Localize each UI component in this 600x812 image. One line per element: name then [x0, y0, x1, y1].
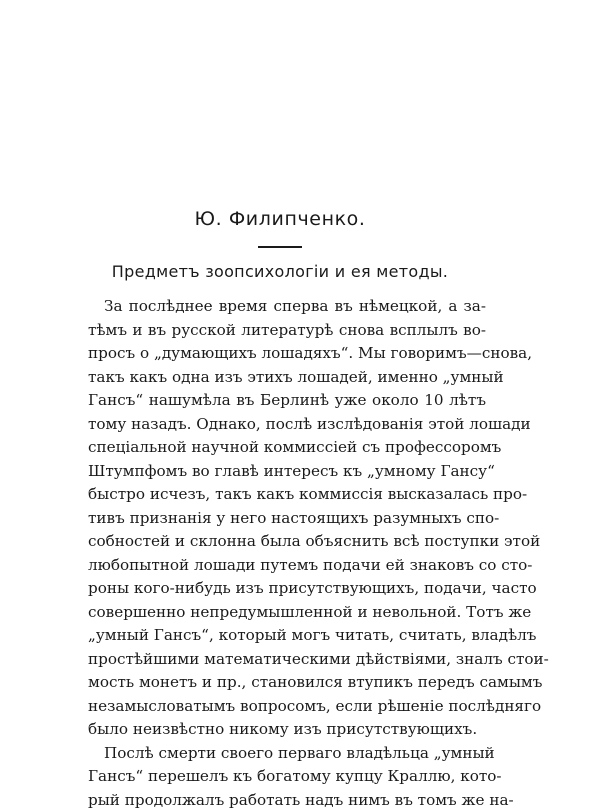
text-line: простѣйшими математическими дѣйствіями, зналъ стои-	[88, 648, 486, 672]
article-title: Предметъ зоопсихологіи и ея методы.	[0, 262, 560, 281]
text-line: тѣмъ и въ русской литературѣ снова всплылъ во-	[88, 319, 486, 343]
author-heading: Ю. Филипченко.	[0, 208, 560, 230]
text-line: такъ какъ одна изъ этихъ лошадей, именно „умный	[88, 366, 486, 390]
text-line: незамысловатымъ вопросомъ, если рѣшеніе послѣдняго	[88, 695, 486, 719]
text-line: спеціальной научной коммиссіей съ профессоромъ	[88, 436, 486, 460]
paragraph-2	[88, 742, 486, 812]
text-line: Гансъ“ перешелъ къ богатому купцу Краллю, кото-	[88, 765, 486, 789]
body-text	[88, 295, 486, 812]
text-line: собностей и склонна была объяснить всѣ поступки этой	[88, 530, 486, 554]
text-line: совершенно непредумышленной и невольной. Тотъ же	[88, 601, 486, 625]
text-line: любопытной лошади путемъ подачи ей знаковъ со сто-	[88, 554, 486, 578]
text-line: Гансъ“ нашумѣла въ Берлинѣ уже около 10 лѣтъ	[88, 389, 486, 413]
text-line: было неизвѣстно никому изъ присутствующихъ.	[88, 718, 486, 742]
text-line: рый продолжалъ работать надъ нимъ въ томъ же на-	[88, 789, 486, 812]
text-line: тивъ признанія у него настоящихъ разумныхъ спо-	[88, 507, 486, 531]
text-line: роны кого-нибудь изъ присутствующихъ, подачи, часто	[88, 577, 486, 601]
text-line: просъ о „думающихъ лошадяхъ“. Мы говоримъ—снова,	[88, 342, 486, 366]
text-line: мость монетъ и пр., становился втупикъ передъ самымъ	[88, 671, 486, 695]
text-line: Послѣ смерти своего перваго владѣльца „умный	[88, 742, 486, 766]
paragraph-1	[88, 295, 486, 742]
divider-rule	[258, 246, 302, 248]
text-line: За послѣднее время сперва въ нѣмецкой, а за-	[88, 295, 486, 319]
text-line: тому назадъ. Однако, послѣ изслѣдованія этой лошади	[88, 413, 486, 437]
text-line: „умный Гансъ“, который могъ читать, считать, владѣлъ	[88, 624, 486, 648]
text-line: быстро исчезъ, такъ какъ коммиссія высказалась про-	[88, 483, 486, 507]
text-line: Штумпфомъ во главѣ интересъ къ „умному Гансу“	[88, 460, 486, 484]
